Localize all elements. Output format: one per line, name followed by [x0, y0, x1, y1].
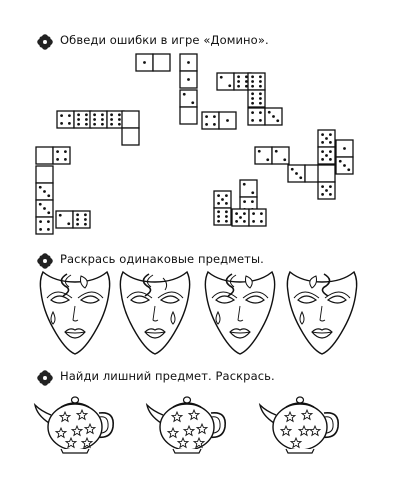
domino-pip [85, 123, 88, 126]
domino-pip [213, 115, 216, 118]
domino-pip [187, 61, 190, 64]
domino-pip [251, 191, 254, 194]
domino-pip [291, 168, 294, 171]
domino-pip [84, 213, 87, 216]
domino-pip [259, 119, 262, 122]
domino-pip [118, 113, 121, 116]
domino-pip [252, 212, 255, 215]
domino-pip [276, 119, 279, 122]
domino-pip [225, 202, 228, 205]
domino-pip [251, 111, 254, 114]
domino-pip [220, 76, 223, 79]
domino-pip [110, 123, 113, 126]
domino-pip [237, 85, 240, 88]
domino-pip [251, 80, 254, 83]
domino-pip [225, 220, 228, 223]
domino-pip [225, 210, 228, 213]
domino-pip [243, 220, 246, 223]
domino-pip [213, 123, 216, 126]
domino-pip [321, 141, 324, 144]
domino-pip [183, 93, 186, 96]
domino-pip [77, 118, 80, 121]
domino-pip [325, 154, 328, 157]
domino-pip [321, 185, 324, 188]
teapot-with-stars [260, 397, 338, 453]
domino-pip [228, 84, 231, 87]
flower-icon [36, 252, 54, 270]
domino-pip [259, 75, 262, 78]
domino-pip [68, 122, 71, 125]
domino-pip [321, 158, 324, 161]
domino-pip [259, 102, 262, 105]
domino-pip [110, 118, 113, 121]
domino-pip [47, 228, 50, 231]
domino-pip [93, 123, 96, 126]
domino-pip [339, 160, 342, 163]
domino-pip [325, 137, 328, 140]
domino-pip [85, 118, 88, 121]
domino-pip [217, 210, 220, 213]
domino-pip [243, 200, 246, 203]
domino-pip [205, 123, 208, 126]
domino-pip [43, 190, 46, 193]
domino-pip [295, 172, 298, 175]
domino-pip [39, 203, 42, 206]
domino-pip [329, 133, 332, 136]
domino-pip [64, 150, 67, 153]
domino-pip [225, 194, 228, 197]
domino-pip [118, 123, 121, 126]
domino-pip [283, 158, 286, 161]
domino-pip [343, 147, 346, 150]
domino-pip [93, 113, 96, 116]
domino-pip [77, 113, 80, 116]
domino-pip [343, 164, 346, 167]
domino-pip [329, 158, 332, 161]
domino-pip [347, 168, 350, 171]
domino-pip [93, 118, 96, 121]
domino-pip [187, 78, 190, 81]
domino-pip [251, 119, 254, 122]
domino-pip [329, 150, 332, 153]
domino-pip [259, 92, 262, 95]
domino-pip [325, 189, 328, 192]
domino-pip [221, 198, 224, 201]
domino-pip [259, 80, 262, 83]
domino-pip [56, 150, 59, 153]
domino-pip [217, 202, 220, 205]
domino-pip [118, 118, 121, 121]
flower-icon [36, 369, 54, 387]
domino-pip [76, 213, 79, 216]
carnival-mask [40, 272, 109, 354]
domino-pip [39, 228, 42, 231]
domino-pip [252, 220, 255, 223]
domino-pip [258, 150, 261, 153]
domino-pip [251, 102, 254, 105]
domino-pip [56, 158, 59, 161]
domino-pip [225, 215, 228, 218]
domino-pip [67, 222, 70, 225]
domino-pip [47, 194, 50, 197]
carnival-mask [205, 272, 274, 354]
domino-pip [251, 92, 254, 95]
domino-pip [243, 183, 246, 186]
domino-pip [237, 80, 240, 83]
domino-pip [329, 141, 332, 144]
domino-pip [205, 115, 208, 118]
domino-pip [217, 194, 220, 197]
domino-pip [239, 216, 242, 219]
domino-pip [77, 123, 80, 126]
domino-pip [47, 211, 50, 214]
domino-pip [275, 150, 278, 153]
domino-pip [85, 113, 88, 116]
domino-pip [251, 75, 254, 78]
domino-pip [260, 212, 263, 215]
domino-pip [226, 119, 229, 122]
domino-pip [235, 220, 238, 223]
domino-pip [59, 214, 62, 217]
domino-pip [268, 111, 271, 114]
domino-pip [84, 218, 87, 221]
domino-pip [60, 122, 63, 125]
domino-pip [101, 113, 104, 116]
domino-pip [243, 212, 246, 215]
domino-pip [101, 118, 104, 121]
domino-pip [39, 186, 42, 189]
domino-pip [329, 193, 332, 196]
domino-pip [101, 123, 104, 126]
domino-pip [110, 113, 113, 116]
domino-pip [259, 85, 262, 88]
domino-pip [272, 115, 275, 118]
domino-pip [39, 220, 42, 223]
domino-pip [251, 85, 254, 88]
domino-pip [217, 215, 220, 218]
domino-pip [266, 158, 269, 161]
domino-pip [321, 193, 324, 196]
domino-pip [260, 220, 263, 223]
task-3-title: Найди лишний предмет. Раскрась. [60, 369, 275, 383]
domino-pip [143, 61, 146, 64]
carnival-mask [120, 272, 189, 354]
domino-pip [299, 176, 302, 179]
domino-pip [235, 212, 238, 215]
domino-pip [191, 101, 194, 104]
domino-pip [64, 158, 67, 161]
domino-pip [60, 114, 63, 117]
domino-pip [237, 75, 240, 78]
task-1-title: Обведи ошибки в игре «Домино». [60, 33, 269, 47]
task-2-title: Раскрась одинаковые предметы. [60, 252, 264, 266]
domino-pip [321, 150, 324, 153]
carnival-mask [287, 272, 356, 354]
domino-pip [68, 114, 71, 117]
teapot-with-stars [35, 397, 113, 453]
domino-pip [251, 97, 254, 100]
domino-pip [259, 111, 262, 114]
teapot-with-stars [147, 397, 225, 453]
domino-pip [321, 133, 324, 136]
domino-pip [259, 97, 262, 100]
domino-pip [76, 223, 79, 226]
domino-pip [47, 220, 50, 223]
domino-pip [329, 185, 332, 188]
domino-pip [76, 218, 79, 221]
domino-pip [43, 207, 46, 210]
domino-pip [251, 200, 254, 203]
domino-pip [217, 220, 220, 223]
domino-pip [84, 223, 87, 226]
